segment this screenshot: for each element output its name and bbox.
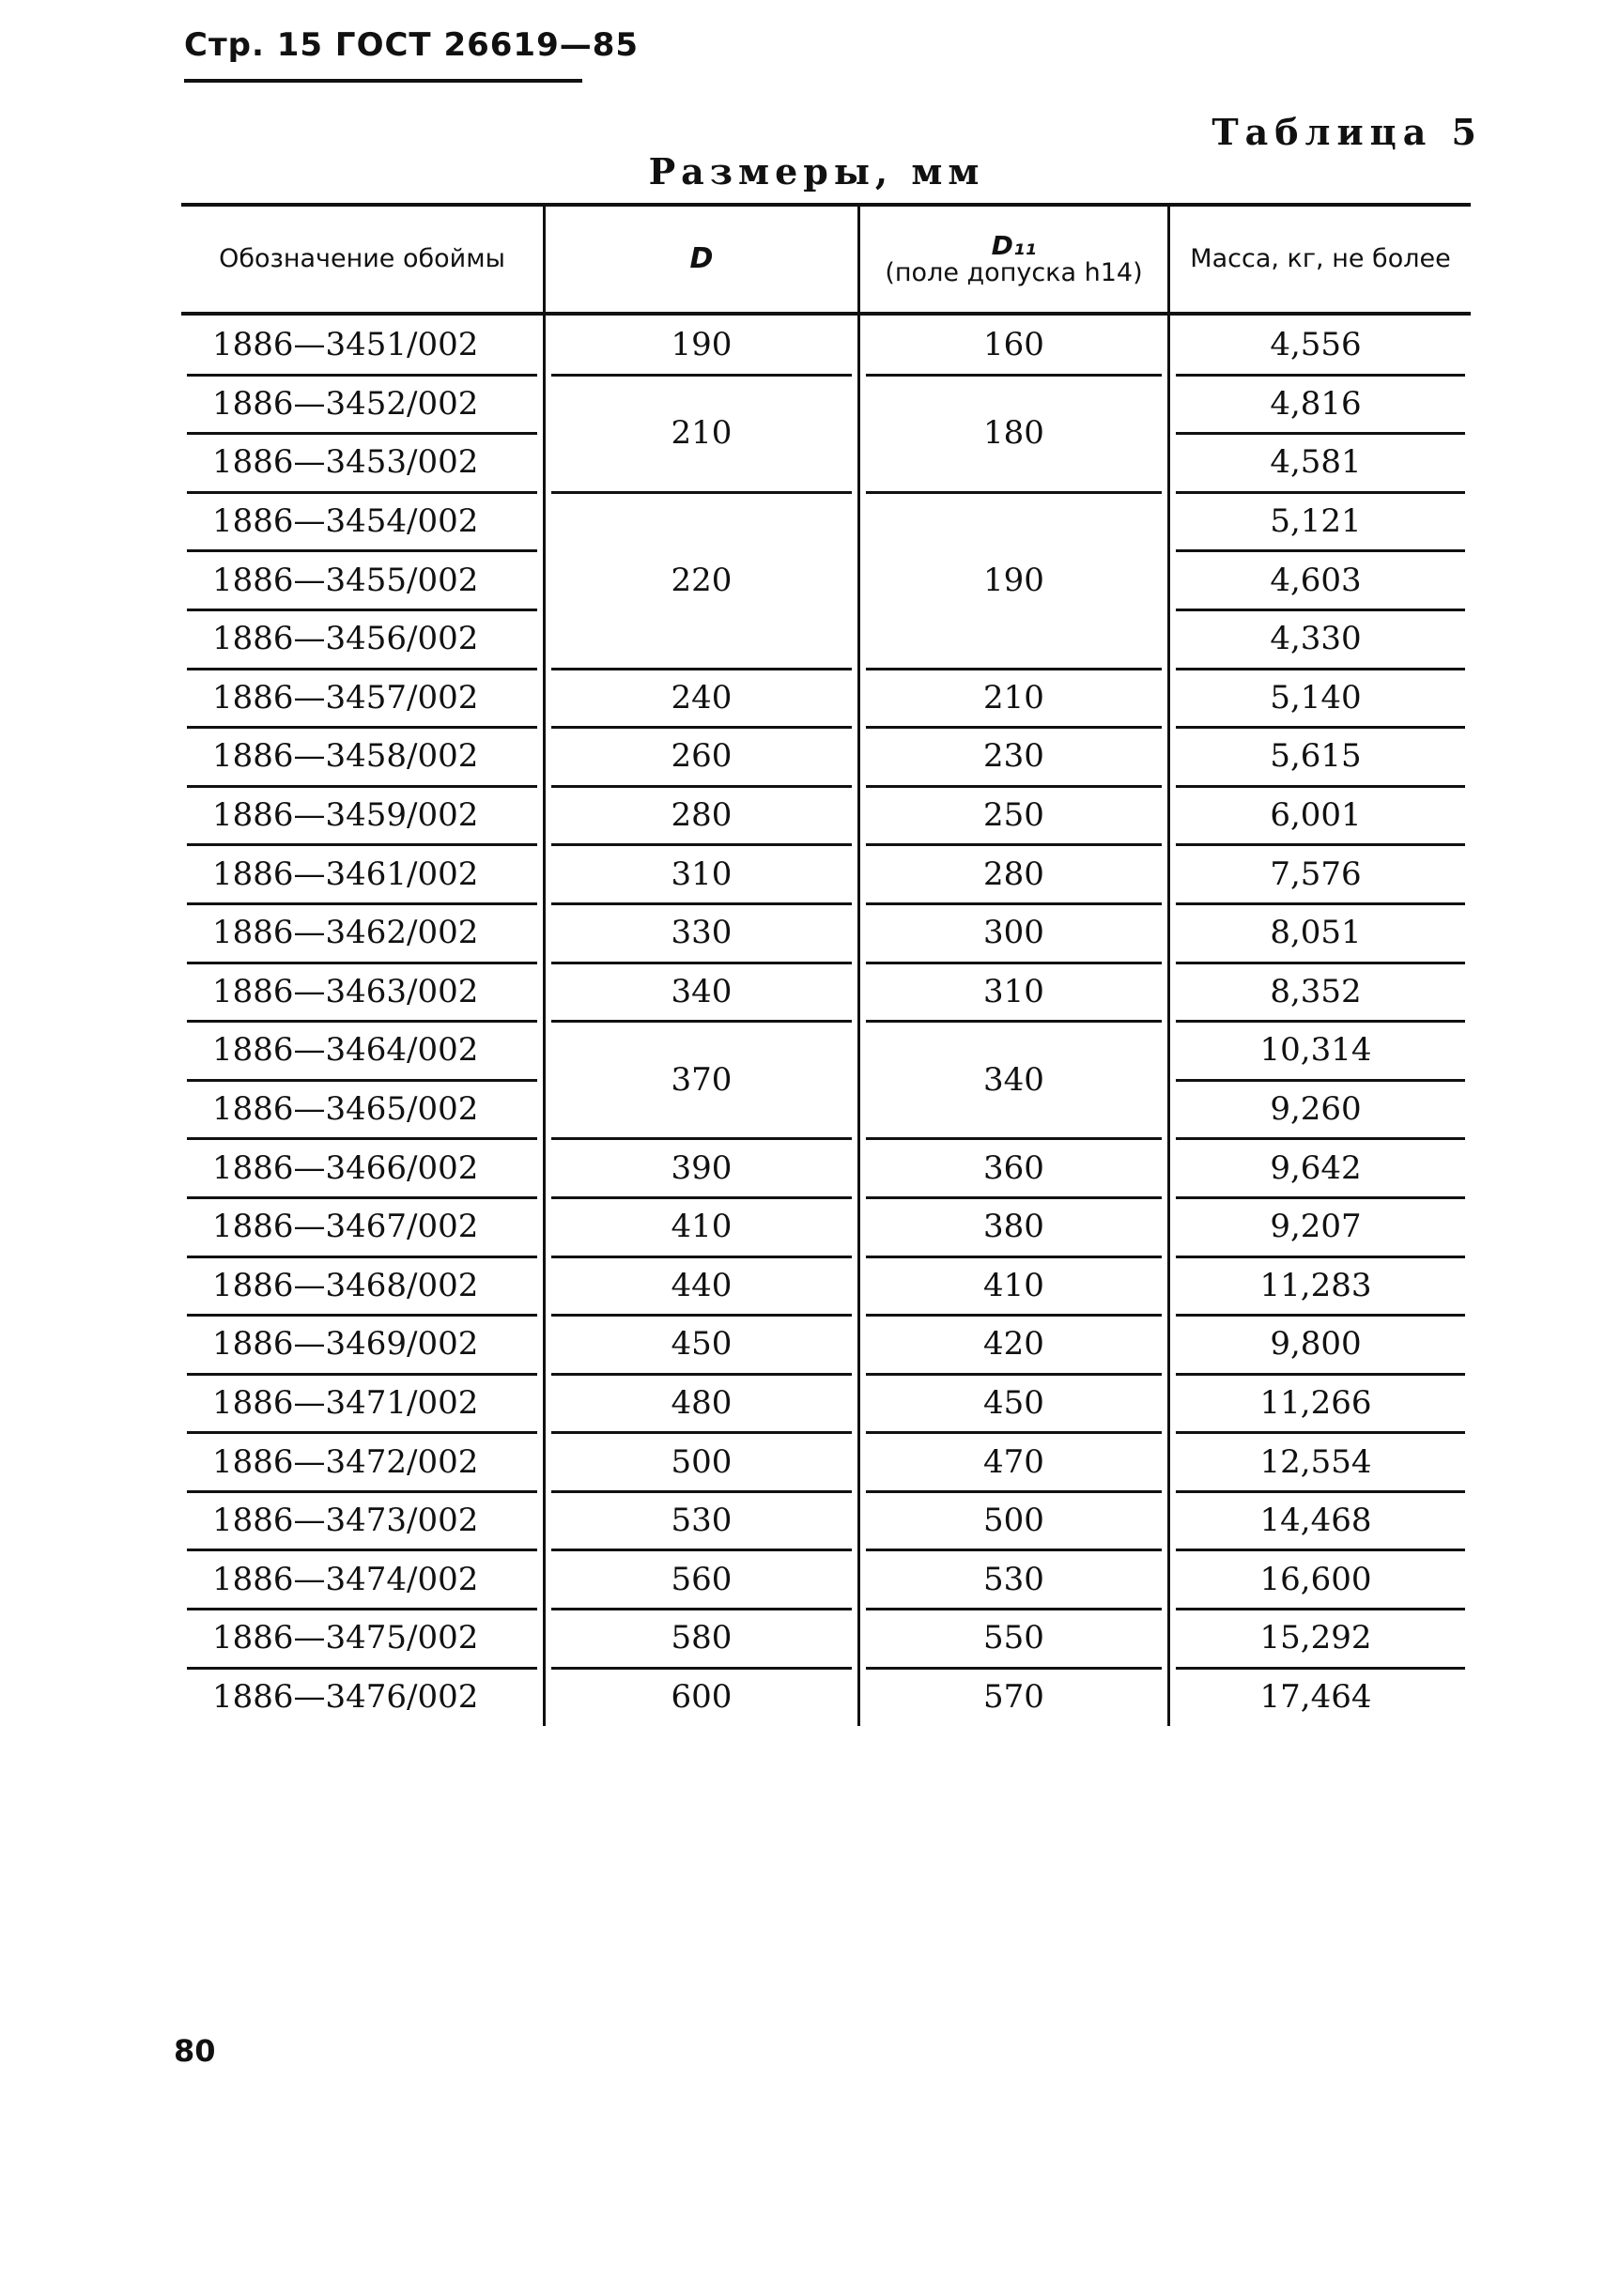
mass-cell: 15,292 (1167, 1609, 1471, 1668)
d-value-cell: 220 (543, 492, 857, 669)
page-number: 80 (174, 2033, 216, 2069)
d11-tolerance-note: (поле допуска h14) (885, 257, 1143, 287)
d-value-cell: 280 (543, 786, 857, 845)
designation-cell: 1886—3472/002 (181, 1432, 543, 1491)
d-value-cell: 370 (543, 1021, 857, 1138)
designation-cell: 1886—3464/002 (181, 1021, 543, 1080)
designation-cell: 1886—3467/002 (181, 1197, 543, 1256)
header-rule (184, 79, 582, 83)
d-value-cell: 210 (543, 375, 857, 492)
mass-cell: 17,464 (1167, 1668, 1471, 1727)
d11-value-cell: 160 (857, 316, 1167, 375)
mass-cell: 9,642 (1167, 1138, 1471, 1197)
designation-cell: 1886—3454/002 (181, 492, 543, 551)
mass-cell: 8,352 (1167, 963, 1471, 1022)
designation-cell: 1886—3465/002 (181, 1080, 543, 1139)
d-value-cell: 450 (543, 1315, 857, 1374)
designation-cell: 1886—3452/002 (181, 375, 543, 434)
d11-value-cell: 280 (857, 844, 1167, 903)
d11-value-cell: 500 (857, 1491, 1167, 1550)
d11-value-cell: 380 (857, 1197, 1167, 1256)
d11-value-cell: 230 (857, 727, 1167, 786)
d11-value-cell: 190 (857, 492, 1167, 669)
column-header-d11 (857, 207, 1167, 312)
table-label: Таблица 5 (1211, 111, 1483, 153)
table-body (181, 316, 1471, 1726)
designation-cell: 1886—3453/002 (181, 433, 543, 492)
d11-value-cell: 530 (857, 1549, 1167, 1609)
d11-value-cell: 410 (857, 1256, 1167, 1316)
d-value-cell: 310 (543, 844, 857, 903)
d-value-cell: 190 (543, 316, 857, 375)
d-value-cell: 580 (543, 1609, 857, 1668)
designation-cell: 1886—3476/002 (212, 1677, 479, 1716)
mass-cell: 5,615 (1167, 727, 1471, 786)
dimensions-table (181, 203, 1471, 1726)
d-value-cell: 560 (543, 1549, 857, 1609)
d11-value-cell: 310 (857, 963, 1167, 1022)
d11-value-cell: 250 (857, 786, 1167, 845)
d-value-cell: 600 (543, 1668, 857, 1727)
column-header-d: D (543, 207, 857, 312)
mass-cell: 12,554 (1167, 1432, 1471, 1491)
d-value-cell: 500 (543, 1432, 857, 1491)
mass-cell: 16,600 (1167, 1549, 1471, 1609)
d11-value-cell: 300 (857, 903, 1167, 963)
mass-cell: 11,266 (1167, 1374, 1471, 1433)
designation-cell: 1886—3473/002 (181, 1491, 543, 1550)
mass-cell: 9,207 (1167, 1197, 1471, 1256)
d-value-cell: 240 (543, 669, 857, 728)
d-value-cell: 340 (543, 963, 857, 1022)
d11-value-cell: 210 (857, 669, 1167, 728)
designation-cell: 1886—3458/002 (181, 727, 543, 786)
d-value-cell: 530 (543, 1491, 857, 1550)
mass-cell: 14,468 (1167, 1491, 1471, 1550)
d-value-cell: 330 (543, 903, 857, 963)
mass-cell: 4,816 (1167, 375, 1471, 434)
designation-cell: 1886—3461/002 (181, 844, 543, 903)
designation-cell: 1886—3474/002 (181, 1549, 543, 1609)
mass-cell: 4,603 (1167, 550, 1471, 609)
d-value-cell: 390 (543, 1138, 857, 1197)
designation-cell: 1886—3475/002 (181, 1609, 543, 1668)
d11-value-cell: 420 (857, 1315, 1167, 1374)
d-value-cell: 480 (543, 1374, 857, 1433)
table-header-row (181, 207, 1471, 312)
mass-cell: 11,283 (1167, 1256, 1471, 1316)
mass-cell: 5,140 (1167, 669, 1471, 728)
designation-cell: 1886—3462/002 (181, 903, 543, 963)
designation-cell: 1886—3455/002 (181, 550, 543, 609)
column-header-mass: Масса, кг, не более (1167, 207, 1471, 312)
designation-cell: 1886—3469/002 (181, 1315, 543, 1374)
d11-symbol: D₁₁ (991, 230, 1037, 262)
mass-cell: 7,576 (1167, 844, 1471, 903)
designation-cell: 1886—3456/002 (181, 609, 543, 669)
mass-cell: 8,051 (1167, 903, 1471, 963)
designation-cell: 1886—3463/002 (181, 963, 543, 1022)
designation-cell: 1886—3471/002 (181, 1374, 543, 1433)
table-subtitle: Размеры, мм (648, 150, 985, 193)
d11-value-cell: 360 (857, 1138, 1167, 1197)
mass-cell: 4,581 (1167, 433, 1471, 492)
designation-cell: 1886—3459/002 (181, 786, 543, 845)
designation-cell: 1886—3468/002 (181, 1256, 543, 1316)
mass-cell: 10,314 (1167, 1021, 1471, 1080)
page-header: Стр. 15 ГОСТ 26619—85 (184, 26, 640, 64)
d11-value-cell: 450 (857, 1374, 1167, 1433)
mass-cell: 9,260 (1167, 1080, 1471, 1139)
designation-cell: 1886—3466/002 (181, 1138, 543, 1197)
mass-cell: 9,800 (1167, 1315, 1471, 1374)
d-value-cell: 410 (543, 1197, 857, 1256)
d11-value-cell: 470 (857, 1432, 1167, 1491)
d11-value-cell: 180 (857, 375, 1167, 492)
d11-value-cell: 550 (857, 1609, 1167, 1668)
column-header-designation: Обозначение обоймы (219, 243, 505, 273)
d11-value-cell: 570 (857, 1668, 1167, 1727)
designation-cell: 1886—3451/002 (181, 316, 543, 375)
d-value-cell: 440 (543, 1256, 857, 1316)
mass-cell: 5,121 (1167, 492, 1471, 551)
d-value-cell: 260 (543, 727, 857, 786)
mass-cell: 4,330 (1167, 609, 1471, 669)
designation-cell: 1886—3457/002 (181, 669, 543, 728)
mass-cell: 4,556 (1167, 316, 1471, 375)
d11-value-cell: 340 (857, 1021, 1167, 1138)
mass-cell: 6,001 (1167, 786, 1471, 845)
